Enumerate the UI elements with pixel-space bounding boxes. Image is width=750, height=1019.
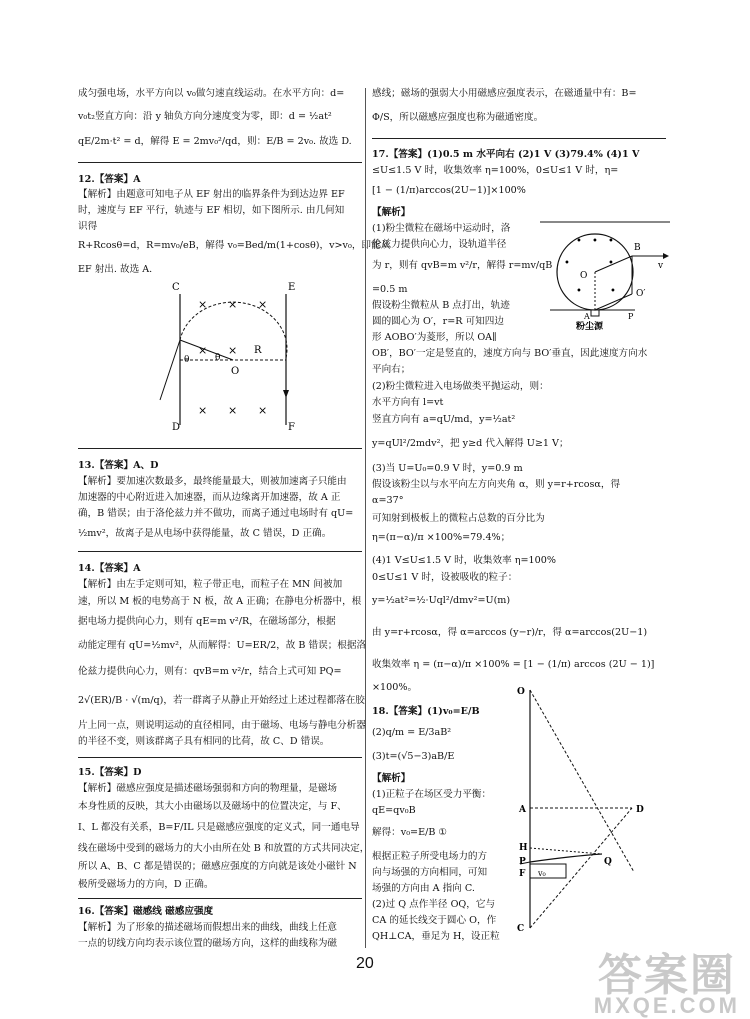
- label-D: D: [636, 805, 644, 815]
- text-line: 【解析】由题意可知电子从 EF 射出的临界条件为到达边界 EF: [78, 189, 345, 200]
- text-line: R+Rcosθ=d，R=mv₀/eB，解得 v₀=Bed/m(1+cosθ)，v>v₀，即能从: [78, 240, 391, 251]
- q12-answer: 12.【答案】A: [78, 174, 141, 185]
- text-line: y=qUl²/2mdv²，把 y≥d 代入解得 U≥1 V；: [372, 438, 569, 449]
- text-line: 根据正粒子所受电场力的方: [372, 851, 488, 862]
- text-line: 伦兹力提供向心力，则有：qvB=m v²/r，结合上式可知 PQ=: [78, 666, 342, 677]
- label-P: P: [519, 857, 526, 867]
- text-line: ≤U≤1.5 V 时，收集效率 η=100%，0≤U≤1 V 时，η=: [372, 165, 619, 176]
- cross-mark: ×: [228, 344, 238, 357]
- text-line: 据电场力提供向心力，则有 qE=m v²/R，在磁场部分，根据: [78, 616, 336, 627]
- text-line: 【解析】为了形象的描述磁场而假想出来的曲线，曲线上任意: [78, 922, 338, 933]
- text-line: [1 − (1/π)arccos(2U−1)]×100%: [372, 185, 526, 196]
- label-source: 粉尘源: [576, 322, 604, 331]
- text-line: 加速器的中心附近进入加速器，而从边缘离开加速器，故 A 正: [78, 492, 341, 503]
- page-number: 20: [356, 955, 374, 972]
- label-D: D: [172, 422, 181, 433]
- label-v: v: [658, 261, 664, 271]
- label-Q: Q: [604, 857, 612, 867]
- text-line: CA 的延长线交于圆心 O，作: [372, 915, 497, 926]
- dot: •: [608, 258, 614, 269]
- text-line: 一点的切线方向均表示该位置的磁场方向，这样的曲线称为磁: [78, 938, 338, 949]
- text-line: (1)正粒子在场区受力平衡：: [372, 789, 492, 800]
- text-line: η=(π−α)/π ×100%=79.4%；: [372, 532, 511, 543]
- text-line: (1)粉尘微粒在磁场中运动时，洛: [372, 223, 511, 234]
- text-line: α=37°: [372, 495, 404, 506]
- divider: [372, 138, 666, 139]
- text-line: 场强的方向由 A 指向 C.: [372, 883, 475, 894]
- divider: [78, 448, 362, 449]
- label-B: B: [634, 243, 641, 253]
- q17-jiexi: 【解析】: [372, 207, 411, 218]
- label-P: P: [628, 312, 634, 321]
- label-F: F: [288, 422, 295, 433]
- text-line: y=½at²=½·Uql²/dmv²=U(m): [372, 595, 511, 606]
- text-line: 动能定理有 qU=½mv²，从而解得：U=ER/2，故 B 错误；根据洛: [78, 640, 367, 651]
- text-line: 时，速度与 EF 平行，轨迹与 EF 相切，如下图所示. 由几何知: [78, 205, 345, 216]
- q18-answer: 18.【答案】(1)v₀=E/B: [372, 706, 480, 717]
- q14-answer: 14.【答案】A: [78, 563, 141, 574]
- divider: [78, 551, 362, 552]
- q18-jiexi: 【解析】: [372, 773, 411, 784]
- text-line: 的半径不变，则该群离子具有相同的比荷，故 C、D 错误。: [78, 736, 330, 747]
- text-line: 为 r，则有 qvB=m v²/r，解得 r=mv/qB: [372, 260, 553, 271]
- q16-answer: 16.【答案】磁感线 磁感应强度: [78, 906, 214, 917]
- text-line: qE=qv₀B: [372, 805, 416, 816]
- text-line: 水平方向有 l=vt: [372, 397, 444, 408]
- q17-answer: 17.【答案】(1)0.5 m 水平向右 (2)1 V (3)79.4% (4)1 V: [372, 149, 640, 160]
- cross-mark: ×: [258, 404, 268, 417]
- cross-mark: ×: [198, 404, 208, 417]
- text-line: 假设该粉尘以与水平向左方向夹角 α，则 y=r+rcosα，得: [372, 479, 621, 490]
- label-H: H: [519, 843, 528, 853]
- cross-mark: ×: [258, 298, 268, 311]
- text-line: 假设粉尘微粒从 B 点打出，轨迹: [372, 300, 510, 311]
- label-v0: v₀: [538, 869, 546, 878]
- text-line: 平向右；: [372, 364, 411, 375]
- text-line: EF 射出. 故选 A.: [78, 264, 153, 275]
- divider: [78, 757, 362, 758]
- cross-mark: ×: [228, 298, 238, 311]
- cross-mark: ×: [228, 404, 238, 417]
- text-line: (4)1 V≤U≤1.5 V 时，收集效率 η=100%: [372, 555, 556, 566]
- text-line: 感线；磁场的强弱大小用磁感应强度表示，在磁通量中有：B=: [372, 88, 637, 99]
- text-line: 本身性质的反映，其大小由磁场以及磁场中的位置决定，与 F、: [78, 801, 347, 812]
- column-divider: [365, 88, 366, 948]
- text-line: QH⊥CA，垂足为 H，设正粒: [372, 931, 500, 942]
- label-O: O: [580, 271, 588, 281]
- label-E: E: [288, 282, 296, 293]
- text-line: I、L 都没有关系，B=F/IL 只是磁感应强度的定义式，同一通电导: [78, 822, 360, 833]
- dot: •: [608, 236, 614, 247]
- q13-answer: 13.【答案】A、D: [78, 460, 159, 471]
- text-line: 0≤U≤1 V 时，设被吸收的粒子：: [372, 572, 518, 583]
- text-line: 收集效率 η = (π−α)/π ×100% = [1 − (1/π) arccos (2U − 1)]: [372, 659, 655, 670]
- label-Oprime: O′: [636, 289, 646, 299]
- q15-answer: 15.【答案】D: [78, 767, 142, 778]
- text-line: ×100%。: [372, 682, 418, 693]
- label-O: O: [517, 687, 525, 697]
- text-line: =0.5 m: [372, 284, 408, 295]
- text-line: 线在磁场中受到的磁场力的大小由所在处 B 和放置的方式共同决定，: [78, 843, 370, 854]
- label-O: O: [231, 366, 240, 377]
- cross-mark: ×: [198, 344, 208, 357]
- text-line: ½mv²，故离子是从电场中获得能量，故 C 错误，D 正确。: [78, 528, 332, 539]
- text-line: 解得：v₀=E/B ①: [372, 827, 448, 838]
- text-line: 可知射到极板上的微粒占总数的百分比为: [372, 513, 545, 524]
- text-line: 伦兹力提供向心力，设轨道半径: [372, 239, 507, 250]
- dot: •: [564, 258, 570, 269]
- text-line: 由 y=r+rcosα，得 α=arccos (y−r)/r，得 α=arccos(2U−1): [372, 627, 648, 638]
- text-line: 极所受磁场力的方向，D 正确。: [78, 879, 214, 890]
- cross-mark: ×: [198, 298, 208, 311]
- q17-figure: [540, 216, 670, 331]
- label-F: F: [519, 869, 526, 879]
- divider: [78, 898, 362, 899]
- text-line: 向与场强的方向相同，可知: [372, 867, 488, 878]
- text-line: 所以 A、B、C 都是错误的；磁感应强度的方向就是该处小磁针 N: [78, 861, 357, 872]
- dot: •: [610, 286, 616, 297]
- label-theta: θ: [184, 355, 190, 365]
- text-line: OB′，BO′一定是竖直的，速度方向与 BO′垂直，因此速度方向水: [372, 348, 648, 359]
- text-line: 【解析】要加速次数最多，最终能量最大，则被加速离子只能由: [78, 476, 347, 487]
- label-A: A: [584, 312, 590, 321]
- label-C: C: [172, 282, 180, 293]
- text-line: 【解析】磁感应强度是描述磁场强弱和方向的物理量，是磁场: [78, 783, 338, 794]
- watermark-line1: 答案圈: [597, 950, 736, 1000]
- q18-figure: [512, 678, 667, 936]
- q12-figure: [158, 280, 338, 435]
- text-line: 速，所以 M 板的电势高于 N 板，故 A 正确；在静电分析器中，根: [78, 596, 362, 607]
- watermark-logo: [593, 950, 740, 1018]
- divider: [78, 162, 362, 163]
- text-line: (3)t=(√5−3)aB/E: [372, 751, 455, 762]
- text-line: Φ/S，所以磁感应强度也称为磁通密度。: [372, 112, 544, 123]
- dot: •: [576, 236, 582, 247]
- text-line: 片上同一点，则说明运动的直径相同，由于磁场、电场与静电分析器: [78, 720, 366, 731]
- dot: •: [576, 286, 582, 297]
- text-line: (3)当 U=U₀=0.9 V 时，y=0.9 m: [372, 463, 523, 474]
- text-line: 形 AOBO′为菱形，所以 OA∥: [372, 332, 497, 343]
- watermark-line2: MXQE.COM: [593, 992, 740, 1018]
- text-line: v₀t₂竖直方向：沿 y 轴负方向分速度变为零，即：d = ½at²: [78, 111, 332, 122]
- text-line: 竖直方向有 a=qU/md，y=½at²: [372, 414, 516, 425]
- text-line: 圆的圆心为 O′，r=R 可知四边: [372, 316, 504, 327]
- text-line: 【解析】由左手定则可知，粒子带正电，而粒子在 MN 间被加: [78, 579, 343, 590]
- text-line: qE/2m·t² = d，解得 E = 2mv₀²/qd，则：E/B = 2v₀. 故选 D.: [78, 136, 352, 147]
- text-line: (2)粉尘微粒进入电场做类平抛运动，则：: [372, 381, 549, 392]
- text-line: 识得: [78, 221, 98, 232]
- text-line: 成匀强电场，水平方向以 v₀做匀速直线运动。在水平方向：d=: [78, 88, 345, 99]
- text-line: (2)过 Q 点作半径 OQ，它与: [372, 899, 496, 910]
- text-line: 确，B 错误；由于洛伦兹力并不做功，而离子通过电场时有 qU=: [78, 508, 354, 519]
- label-theta: θ: [215, 353, 221, 363]
- text-line: 2√(ER)/B · √(m/q)，若一群离子从静止开始经过上述过程都落在胶: [78, 695, 365, 706]
- text-line: (2)q/m = E/3aB²: [372, 727, 452, 738]
- label-C: C: [517, 924, 525, 934]
- label-R: R: [254, 345, 262, 356]
- label-A: A: [519, 805, 526, 815]
- dot: •: [592, 236, 598, 247]
